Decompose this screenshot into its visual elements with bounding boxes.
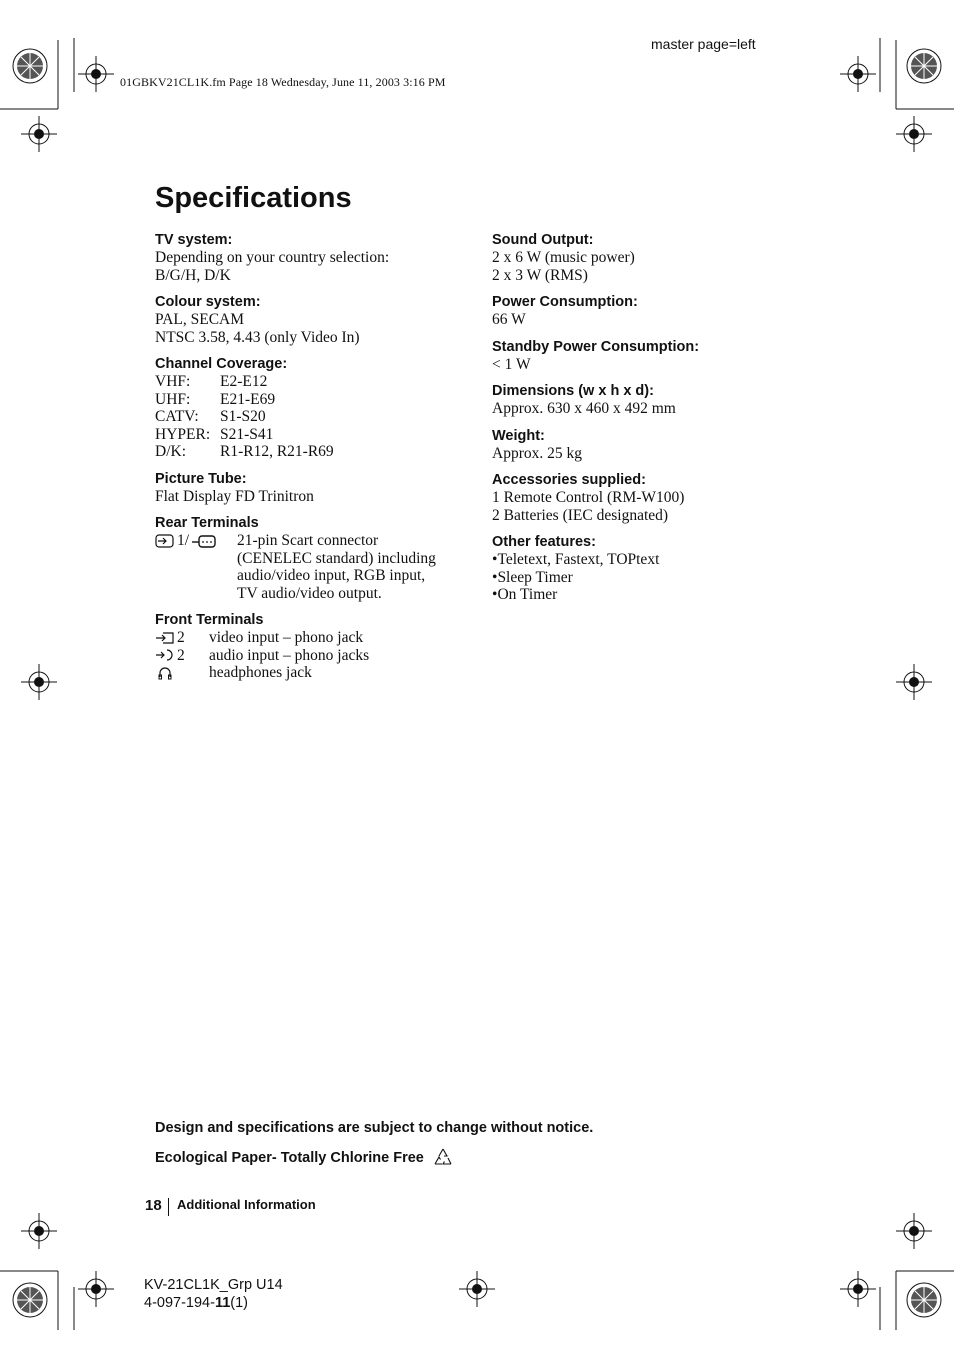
part-number-suffix: (1) xyxy=(230,1295,249,1311)
star-target-icon xyxy=(905,47,943,85)
feature-item: •On Timer xyxy=(492,586,558,603)
registration-mark-icon xyxy=(21,116,57,152)
registration-mark-icon xyxy=(78,1271,114,1307)
feature-text: On Timer xyxy=(497,586,558,603)
rear-terminal-line: TV audio/video output. xyxy=(237,584,382,602)
channel-band: VHF: xyxy=(155,373,191,390)
registration-mark-icon xyxy=(896,664,932,700)
rear-terminal-number: 1/ xyxy=(177,532,190,549)
channel-band: HYPER: xyxy=(155,425,211,443)
channel-band: UHF: xyxy=(155,390,191,408)
tv-system-line: Depending on your country selection: xyxy=(155,249,390,266)
star-target-icon xyxy=(905,1281,943,1319)
standby-power-value: < 1 W xyxy=(492,355,531,373)
registration-mark-icon xyxy=(21,664,57,700)
feature-text: Sleep Timer xyxy=(497,568,573,586)
rear-terminal-line: audio/video input, RGB input, xyxy=(237,567,426,584)
sound-output-label: Sound Output: xyxy=(492,232,594,248)
colour-system-label: Colour system: xyxy=(155,294,261,310)
accessories-line: 1 Remote Control (RM-W100) xyxy=(492,489,685,506)
dimensions-value: Approx. 630 x 460 x 492 mm xyxy=(492,400,676,417)
weight-label: Weight: xyxy=(492,427,545,444)
colour-system-line: PAL, SECAM xyxy=(155,311,245,328)
star-target-icon xyxy=(11,47,49,85)
page-title: Specifications xyxy=(155,182,352,214)
file-info: 01GBKV21CL1K.fm Page 18 Wednesday, June 11, 2003 3:16 PM xyxy=(120,75,446,89)
picture-tube-value: Flat Display FD Trinitron xyxy=(155,487,314,505)
channel-range: R1-R12, R21-R69 xyxy=(220,443,334,460)
power-consumption-label: Power Consumption: xyxy=(492,294,638,310)
change-notice: Design and specifications are subject to change without notice. xyxy=(155,1120,594,1136)
feature-text: Teletext, Fastext, TOPtext xyxy=(497,551,660,568)
star-target-icon xyxy=(11,1281,49,1319)
rear-terminals-label: Rear Terminals xyxy=(155,515,259,531)
dimensions-label: Dimensions (w x h x d): xyxy=(492,383,654,399)
master-page-label: master page=left xyxy=(651,36,756,52)
rear-terminal-line: 21-pin Scart connector xyxy=(237,532,379,549)
channel-range: E2-E12 xyxy=(220,373,268,390)
part-number-bold: 11 xyxy=(214,1295,231,1311)
front-terminal-desc: video input – phono jack xyxy=(209,629,364,646)
accessories-label: Accessories supplied: xyxy=(492,472,646,488)
standby-power-label: Standby Power Consumption: xyxy=(492,338,700,355)
tv-system-line: B/G/H, D/K xyxy=(155,266,231,284)
feature-item: •Sleep Timer xyxy=(492,568,573,586)
front-terminal-number: 2 xyxy=(177,646,185,664)
accessories-line: 2 Batteries (IEC designated) xyxy=(492,506,669,524)
sound-output-line: 2 x 3 W (RMS) xyxy=(492,266,588,284)
tv-system-label: TV system: xyxy=(155,232,233,248)
section-name: Additional Information xyxy=(177,1197,316,1212)
channel-range: S1-S20 xyxy=(220,408,266,425)
other-features-label: Other features: xyxy=(492,534,596,550)
registration-mark-icon xyxy=(21,1213,57,1249)
colour-system-line: NTSC 3.58, 4.43 (only Video In) xyxy=(155,328,360,346)
weight-value: Approx. 25 kg xyxy=(492,444,582,462)
channel-range: E21-E69 xyxy=(220,390,276,408)
registration-mark-icon xyxy=(459,1271,495,1307)
registration-mark-icon xyxy=(896,1213,932,1249)
power-consumption-value: 66 W xyxy=(492,311,526,328)
page-number: 18 xyxy=(145,1197,162,1214)
channel-coverage-label: Channel Coverage: xyxy=(155,356,288,372)
registration-mark-icon xyxy=(840,56,876,92)
channel-band: CATV: xyxy=(155,408,199,425)
registration-mark-icon xyxy=(78,56,114,92)
part-number-prefix: 4-097-194- xyxy=(144,1295,215,1311)
sound-output-line: 2 x 6 W (music power) xyxy=(492,249,635,266)
picture-tube-label: Picture Tube: xyxy=(155,470,247,487)
registration-mark-icon xyxy=(896,116,932,152)
model-line: KV-21CL1K_Grp U14 xyxy=(144,1277,283,1293)
channel-range: S21-S41 xyxy=(220,425,274,443)
rear-terminal-line: (CENELEC standard) including xyxy=(237,549,436,567)
front-terminal-number: 2 xyxy=(177,629,185,646)
registration-mark-icon xyxy=(840,1271,876,1307)
feature-item: •Teletext, Fastext, TOPtext xyxy=(492,551,660,568)
eco-paper-text: Ecological Paper- Totally Chlorine Free xyxy=(155,1150,424,1166)
front-terminal-desc: audio input – phono jacks xyxy=(209,646,370,664)
front-terminal-desc: headphones jack xyxy=(209,664,312,681)
front-terminals-label: Front Terminals xyxy=(155,612,264,628)
channel-band: D/K: xyxy=(155,443,186,460)
